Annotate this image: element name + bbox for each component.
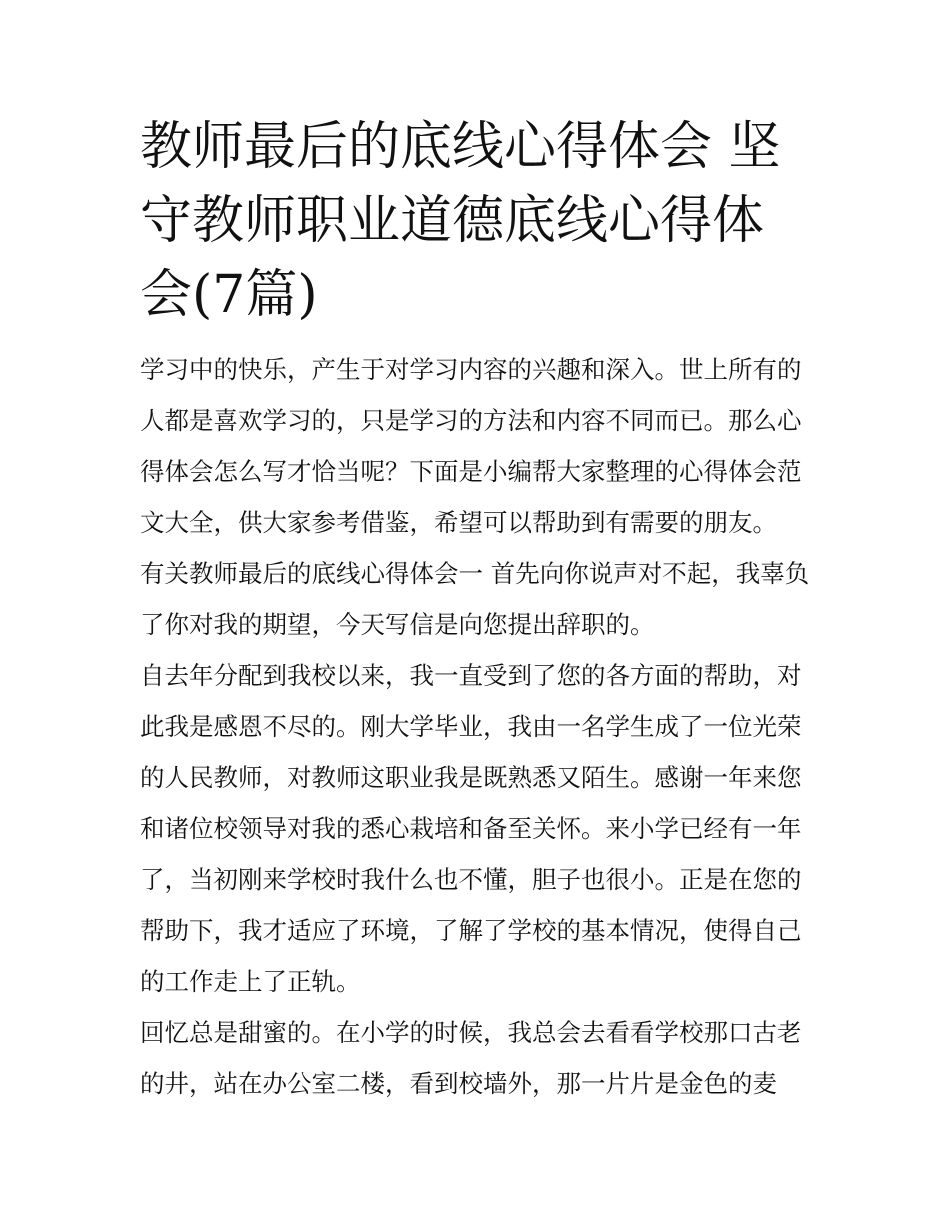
paragraph-3: 回忆总是甜蜜的。在小学的时候，我总会去看看学校那口古老的井，站在办公室二楼，看到校墙外，那一片片是金色的麦 (140, 1018, 802, 1098)
paragraph-intro: 学习中的快乐，产生于对学习内容的兴趣和深入。世上所有的人都是喜欢学习的，只是学习的方法和内容不同而已。那么心得体会怎么写才恰当呢？下面是小编帮大家整理的心得体会范文大全，供大家参考借鉴，希望可以帮助到有需要的朋友。 (140, 355, 802, 537)
paragraph-1: 有关教师最后的底线心得体会一 首先向你说声对不起，我辜负了你对我的期望，今天写信是向您提出辞职的。 (140, 559, 810, 639)
paragraph-2: 自去年分配到我校以来，我一直受到了您的各方面的帮助，对此我是感恩不尽的。刚大学毕业，我由一名学生成了一位光荣的人民教师，对教师这职业我是既熟悉又陌生。感谢一年来您和诸位校领导对我的悉心栽培和备至关怀。来小学已经有一年了，当初刚来学校时我什么也不懂，胆子也很小。正是在您的帮助下，我才适应了环境，了解了学校的基本情况，使得自己的工作走上了正轨。 (140, 661, 802, 996)
document-body (140, 344, 812, 1109)
document-title: 教师最后的底线心得体会 坚守教师职业道德底线心得体会(7篇) (140, 117, 781, 325)
document-page (140, 110, 812, 1109)
